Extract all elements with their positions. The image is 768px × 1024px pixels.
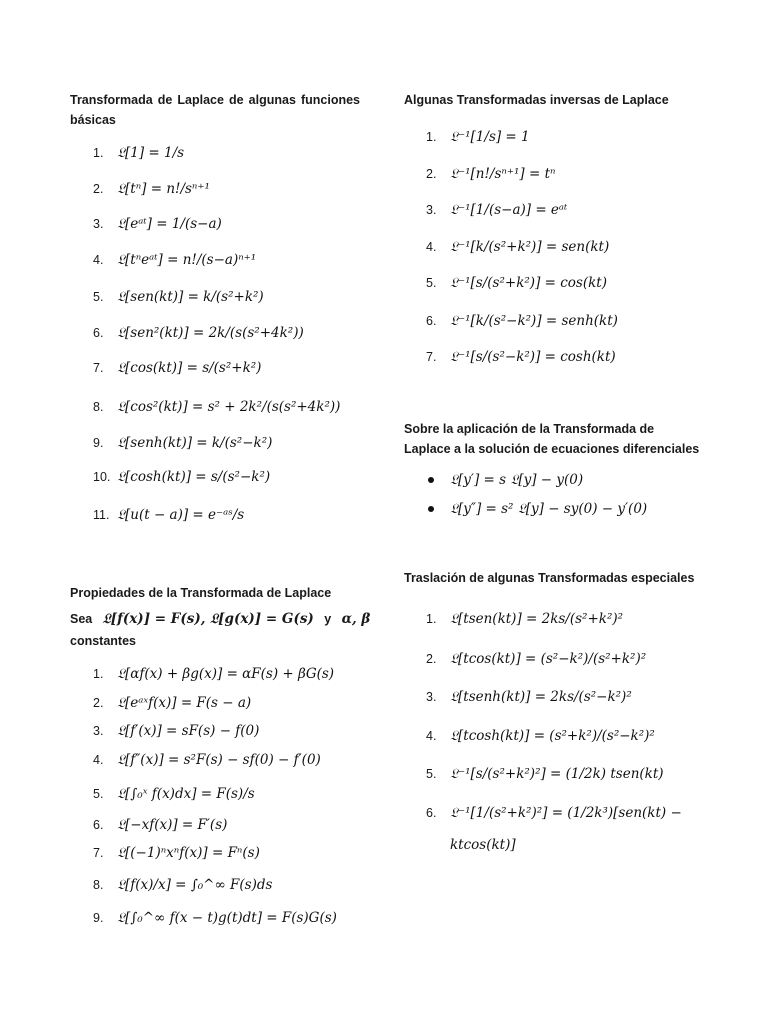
item-number: 3. [426, 203, 437, 217]
translation-heading: Traslación de algunas Transformadas especiales [404, 571, 695, 585]
formula: 𝔏⁻¹[1/(s−a)] = eᵃᵗ [450, 202, 568, 218]
formula: 𝔏[y″] = s² 𝔏[y] − sy(0) − y′(0) [450, 501, 648, 517]
item-number: 6. [93, 326, 104, 340]
formula: 𝔏⁻¹[1/s] = 1 [450, 129, 530, 145]
formula: 𝔏[1] = 1/s [117, 145, 185, 161]
properties-heading: Propiedades de la Transformada de Laplace [70, 586, 332, 600]
formula: 𝔏[tcos(kt)] = (s²−k²)/(s²+k²)² [450, 651, 647, 667]
formula: 𝔏⁻¹[s/(s²−k²)] = cosh(kt) [450, 349, 616, 365]
formula: 𝔏[tsenh(kt)] = 2ks/(s²−k²)² [450, 689, 632, 705]
item-number: 3. [93, 724, 104, 738]
item-number: 1. [426, 612, 437, 626]
item-number: 1. [93, 146, 104, 160]
formula: 𝔏⁻¹[k/(s²−k²)] = senh(kt) [450, 313, 618, 329]
formula: 𝔏[sen(kt)] = k/(s²+k²) [117, 289, 264, 305]
formula: 𝔏[eᵃᵗ] = 1/(s−a) [117, 216, 222, 232]
item-number: 8. [93, 400, 104, 414]
formula: 𝔏[∫₀ˣ f(x)dx] = F(s)/s [117, 786, 255, 802]
item-number: 2. [426, 167, 437, 181]
item-number: 1. [426, 130, 437, 144]
item-number: 10. [93, 470, 111, 484]
formula: 𝔏⁻¹[k/(s²+k²)] = sen(kt) [450, 239, 610, 255]
item-number: 9. [93, 436, 104, 450]
formula-continuation: ktcos(kt)] [450, 837, 516, 853]
formula: 𝔏[cos²(kt)] = s² + 2k²/(s(s²+4k²)) [117, 399, 341, 415]
item-number: 3. [426, 690, 437, 704]
intro-greek: α, β [341, 611, 371, 627]
item-number: 1. [93, 667, 104, 681]
formula: 𝔏[tⁿ] = n!/sⁿ⁺¹ [117, 181, 210, 197]
formula: 𝔏[f″(x)] = s²F(s) − sf(0) − f′(0) [117, 752, 321, 768]
formula: 𝔏[eᵃˣf(x)] = F(s − a) [117, 695, 252, 711]
formula: 𝔏[cosh(kt)] = s/(s²−k²) [117, 469, 271, 485]
formula: 𝔏⁻¹[s/(s²+k²)²] = (1/2k) tsen(kt) [450, 766, 664, 782]
formula: 𝔏[∫₀^∞ f(x − t)g(t)dt] = F(s)G(s) [117, 910, 337, 926]
item-number: 9. [93, 911, 104, 925]
item-number: 5. [93, 290, 104, 304]
formula: 𝔏[tcosh(kt)] = (s²+k²)/(s²−k²)² [450, 728, 655, 744]
item-number: 4. [93, 753, 104, 767]
formula: 𝔏[cos(kt)] = s/(s²+k²) [117, 360, 262, 376]
properties-intro [70, 611, 370, 627]
application-heading: Sobre la aplicación de la Transformada de Laplace a la solución de ecuaciones diferenciales [404, 422, 700, 456]
item-number: 7. [93, 846, 104, 860]
formula: 𝔏⁻¹[1/(s²+k²)²] = (1/2k³)[sen(kt) − [450, 805, 682, 821]
basic-transforms-heading: Transformada de Laplace de algunas funciones básicas [70, 93, 360, 127]
item-number: 4. [426, 240, 437, 254]
item-number: 5. [426, 276, 437, 290]
formula: 𝔏[senh(kt)] = k/(s²−k²) [117, 435, 273, 451]
item-number: 6. [93, 818, 104, 832]
item-number: 3. [93, 217, 104, 231]
intro-math: 𝔏[f(x)] = F(s), 𝔏[g(x)] = G(s) [102, 611, 314, 627]
item-number: 6. [426, 314, 437, 328]
item-number: 4. [93, 253, 104, 267]
formula: 𝔏[u(t − a)] = e⁻ᵃˢ/s [117, 507, 245, 523]
formula: 𝔏[(−1)ⁿxⁿf(x)] = Fⁿ(s) [117, 845, 260, 861]
item-number: 8. [93, 878, 104, 892]
item-number: 11. [93, 508, 110, 522]
formula: 𝔏[f(x)/x] = ∫₀^∞ F(s)ds [117, 877, 273, 893]
formula: 𝔏⁻¹[s/(s²+k²)] = cos(kt) [450, 275, 607, 291]
formula: 𝔏[tsen(kt)] = 2ks/(s²+k²)² [450, 611, 624, 627]
intro-constantes: constantes [70, 634, 136, 648]
bullet-icon [428, 477, 434, 483]
item-number: 5. [426, 767, 437, 781]
item-number: 6. [426, 806, 437, 820]
item-number: 7. [93, 361, 104, 375]
intro-y: y [324, 612, 332, 626]
item-number: 4. [426, 729, 437, 743]
formula: 𝔏[y′] = s 𝔏[y] − y(0) [450, 472, 584, 488]
item-number: 2. [426, 652, 437, 666]
formula: 𝔏[sen²(kt)] = 2k/(s(s²+4k²)) [117, 325, 304, 341]
intro-sea: Sea [70, 612, 93, 626]
inverse-transforms-heading: Algunas Transformadas inversas de Laplace [404, 93, 669, 107]
item-number: 7. [426, 350, 437, 364]
formula: 𝔏[αf(x) + βg(x)] = αF(s) + βG(s) [117, 666, 335, 682]
item-number: 5. [93, 787, 104, 801]
formula: 𝔏[tⁿeᵃᵗ] = n!/(s−a)ⁿ⁺¹ [117, 252, 257, 268]
item-number: 2. [93, 182, 104, 196]
bullet-icon [428, 506, 434, 512]
properties-intro-tail [70, 634, 136, 648]
formula: 𝔏⁻¹[n!/sⁿ⁺¹] = tⁿ [450, 166, 556, 182]
formula: 𝔏[f′(x)] = sF(s) − f(0) [117, 723, 260, 739]
item-number: 2. [93, 696, 104, 710]
formula: 𝔏[−xf(x)] = F′(s) [117, 817, 228, 833]
